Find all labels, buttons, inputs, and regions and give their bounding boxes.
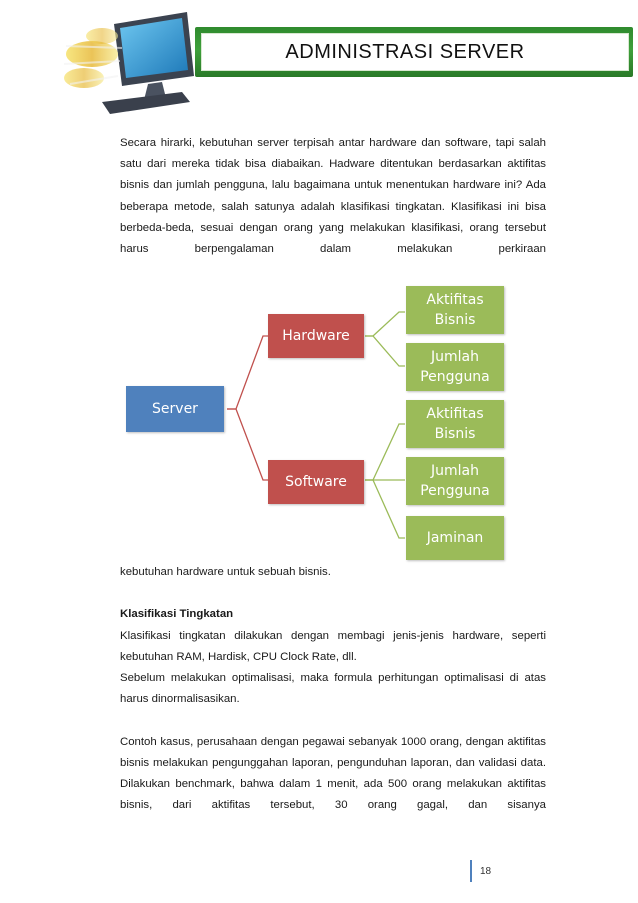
server-hierarchy-diagram	[120, 284, 520, 566]
node-hardware-aktifitas-bisnis: Aktifitas Bisnis	[406, 286, 504, 334]
intro-continuation: kebutuhan hardware untuk sebuah bisnis.	[120, 566, 331, 578]
body-text-block	[120, 562, 546, 816]
title-banner	[195, 27, 633, 77]
intro-paragraph-block	[120, 133, 546, 260]
connector-software-aktifitas	[365, 424, 405, 480]
page-number: 18	[470, 860, 510, 882]
example-paragraph: Contoh kasus, perusahaan dengan pegawai sebanyak 1000 orang, dengan aktifitas bisnis melakukan pengunggahan laporan, pengunduhan laporan, dan validasi data. Dilakukan benchmark, bahwa dalam 1 menit, ada 500 orang melakukan aktifitas bisnis, dari aktifitas tersebut, 30 orang gagal, dan sisanya	[120, 735, 546, 812]
section-paragraph-1: Klasifikasi tingkatan dilakukan dengan membagi jenis-jenis hardware, seperti kebutuhan RAM, Hardisk, CPU Clock Rate, dll.	[120, 629, 546, 663]
node-software: Software	[268, 460, 364, 504]
node-software-aktifitas-bisnis: Aktifitas Bisnis	[406, 400, 504, 448]
connector-software-jaminan	[365, 480, 405, 538]
title-banner-inner	[201, 33, 629, 71]
node-server: Server	[126, 386, 224, 432]
section-paragraph-2: Sebelum melakukan optimalisasi, maka formula perhitungan optimalisasi di atas harus dinormalisasikan.	[120, 672, 546, 706]
node-hardware: Hardware	[268, 314, 364, 358]
connector-server-hardware	[227, 336, 270, 409]
intro-paragraph: Secara hirarki, kebutuhan server terpisah antar hardware dan software, tapi salah satu dari mereka tidak bisa diabaikan. Hadware ditentukan berdasarkan aktifitas bisnis dan jumlah pengguna, lalu bagaimana untuk menentukan hardware ini? Ada beberapa metode, salah satunya adalah klasifikasi tingkatan. Klasifikasi ini bisa berbeda-beda, sesuai dengan orang yang melakukan klasifikasi, orang tersebut harus berpengalaman dalam melakukan perkiraan	[120, 137, 546, 256]
node-hardware-jumlah-pengguna: Jumlah Pengguna	[406, 343, 504, 391]
computer-logo-image	[62, 6, 212, 118]
connector-server-software	[227, 409, 270, 480]
connector-hardware-jumlah	[365, 336, 405, 366]
node-software-jaminan: Jaminan	[406, 516, 504, 560]
section-heading: Klasifikasi Tingkatan	[120, 608, 234, 621]
connector-hardware-aktifitas	[365, 312, 405, 336]
page-title: ADMINISTRASI SERVER	[285, 40, 525, 63]
node-software-jumlah-pengguna: Jumlah Pengguna	[406, 457, 504, 505]
